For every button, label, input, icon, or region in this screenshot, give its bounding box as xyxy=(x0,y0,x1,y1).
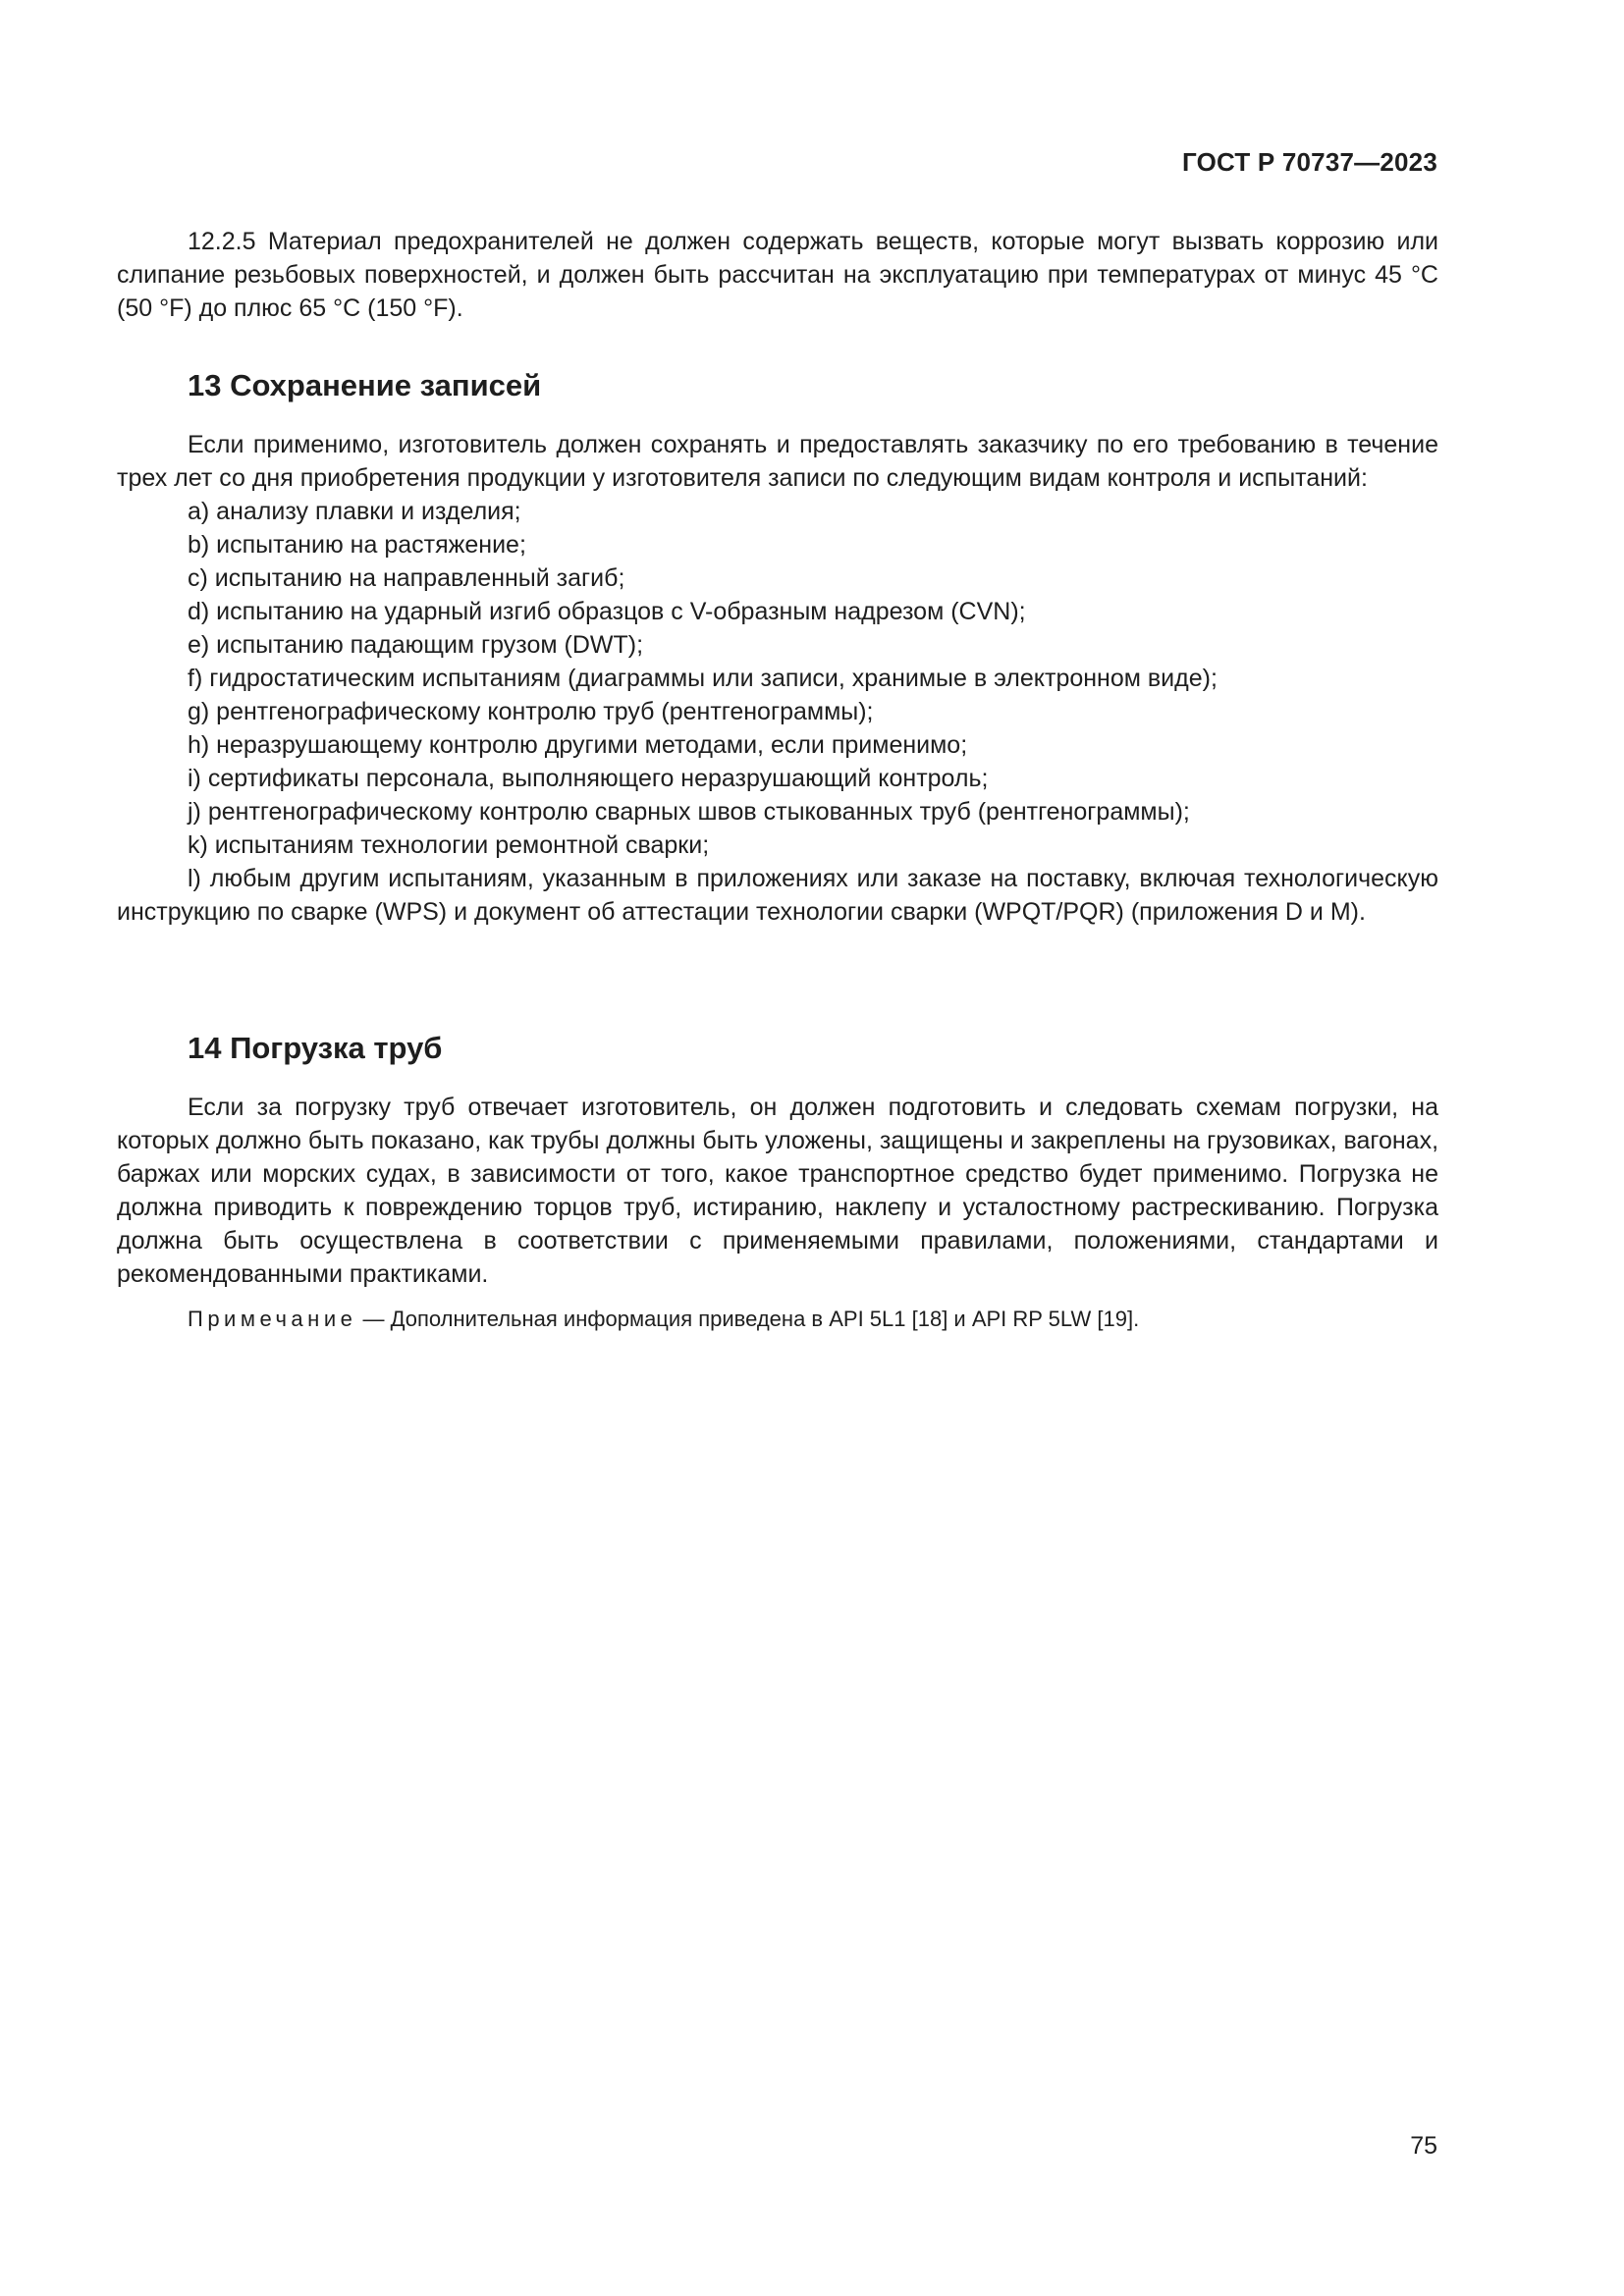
section-13-body xyxy=(117,428,1438,929)
note-text: — Дополнительная информация приведена в API 5L1 [18] и API RP 5LW [19]. xyxy=(356,1307,1140,1331)
list-item: c) испытанию на направленный загиб; xyxy=(188,564,625,592)
clause-12-2-5 xyxy=(117,225,1438,325)
section-14-heading: 14 Погрузка труб xyxy=(188,1031,443,1065)
list-item: d) испытанию на ударный изгиб образцов с V-образным надрезом (CVN); xyxy=(188,598,1026,625)
document-code-header: ГОСТ Р 70737—2023 xyxy=(1182,147,1437,177)
section-13-heading: 13 Сохранение записей xyxy=(188,368,542,402)
section-14-text: Если за погрузку труб отвечает изготовитель, он должен подготовить и следовать схемам погрузки, на которых должно быть показано, как трубы должны быть уложены, защищены и закреплены на грузовиках, вагонах, баржах или морских судах, в зависимости от того, какое транспортное средство будет применимо. Погрузка не должна приводить к повреждению торцов труб, истиранию, наклепу и усталостному растрескиванию. Погрузка должна быть осуществлена в соответствии с применяемыми правилами, положениями, стандартами и рекомендованными практиками. xyxy=(117,1094,1439,1288)
records-list xyxy=(117,495,1438,929)
page-number: 75 xyxy=(1410,2132,1437,2160)
clause-12-2-5-text: 12.2.5 Материал предохранителей не должен содержать веществ, которые могут вызвать коррозию или слипание резьбовых поверхностей, и должен быть рассчитан на эксплуатацию при температурах от минус 45 °С (50 °F) до плюс 65 °С (150 °F). xyxy=(117,228,1438,322)
note xyxy=(188,1305,1139,1334)
list-item: j) рентгенографическому контролю сварных швов стыкованных труб (рентгенограммы); xyxy=(188,798,1190,826)
list-item: i) сертификаты персонала, выполняющего неразрушающий контроль; xyxy=(188,765,989,792)
section-14-body xyxy=(117,1091,1438,1291)
note-label: Примечание xyxy=(188,1307,357,1331)
list-item: h) неразрушающему контролю другими методами, если применимо; xyxy=(188,731,968,759)
list-item: e) испытанию падающим грузом (DWT); xyxy=(188,631,644,659)
list-item: g) рентгенографическому контролю труб (рентгенограммы); xyxy=(188,698,874,725)
list-item: l) любым другим испытаниям, указанным в приложениях или заказе на поставку, включая технологическую инструкцию по сварке (WPS) и документ об аттестации технологии сварки (WPQT/PQR) (приложения D и M). xyxy=(117,865,1438,926)
section-13-intro: Если применимо, изготовитель должен сохранять и предоставлять заказчику по его требованию в течение трех лет со дня приобретения продукции у изготовителя записи по следующим видам контроля и испытаний: xyxy=(117,431,1438,492)
list-item: b) испытанию на растяжение; xyxy=(188,531,526,559)
list-item: f) гидростатическим испытаниям (диаграммы или записи, хранимые в электронном виде); xyxy=(188,665,1218,692)
list-item: k) испытаниям технологии ремонтной сварки; xyxy=(188,831,710,859)
list-item: a) анализу плавки и изделия; xyxy=(188,498,521,525)
